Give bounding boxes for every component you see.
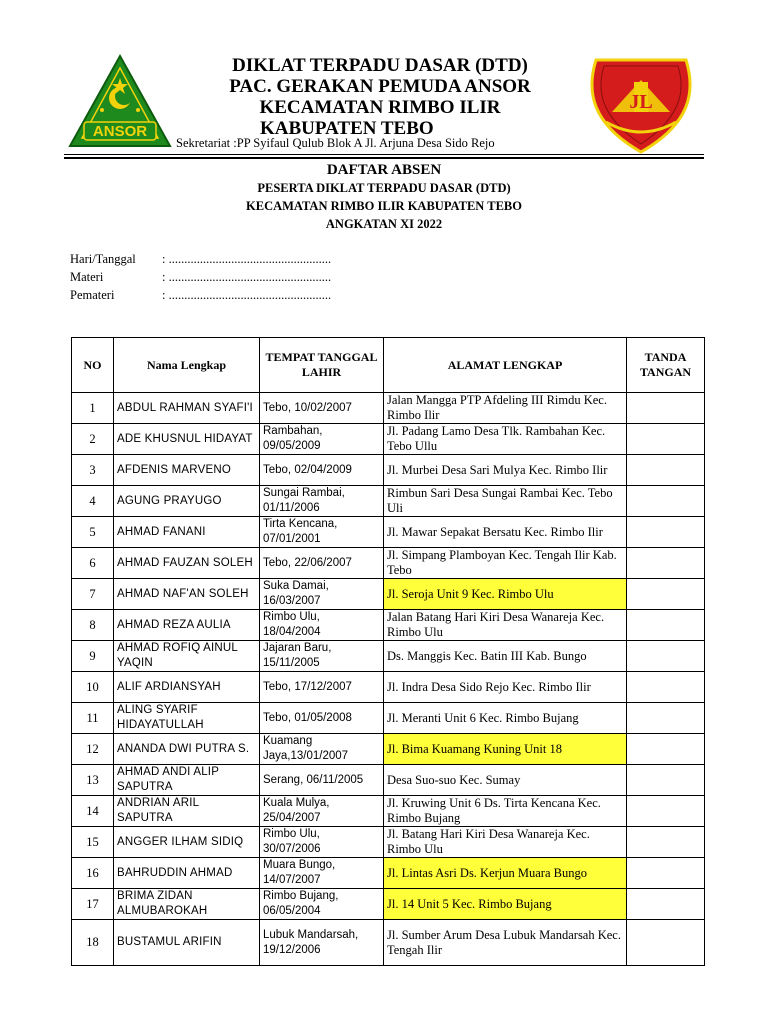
table-row xyxy=(72,610,705,641)
svg-text:JL: JL xyxy=(629,91,653,113)
cell-no: 1 xyxy=(72,393,114,424)
meta-label: Pemateri xyxy=(70,288,115,302)
cell-address: Jl. Murbei Desa Sari Mulya Kec. Rimbo Ilir xyxy=(384,455,627,486)
cell-signature xyxy=(627,424,705,455)
list-subtitle-3: ANGKATAN XI 2022 xyxy=(325,217,443,231)
cell-no: 17 xyxy=(72,889,114,920)
cell-birth: Tebo, 02/04/2009 xyxy=(260,455,384,486)
cell-signature xyxy=(627,703,705,734)
svg-text:ANSOR: ANSOR xyxy=(92,123,148,140)
cell-signature xyxy=(627,765,705,796)
regional-emblem-logo xyxy=(582,52,700,156)
table-row xyxy=(72,858,705,889)
table-row xyxy=(72,393,705,424)
cell-signature xyxy=(627,641,705,672)
cell-address: Jl. Batang Hari Kiri Desa Wanareja Kec. Rimbo Ulu xyxy=(384,827,627,858)
table-row xyxy=(72,765,705,796)
header-signature: TANDA TANGAN xyxy=(627,338,705,393)
cell-address: Jalan Mangga PTP Afdeling III Rimdu Kec. Rimbo Ilir xyxy=(384,393,627,424)
cell-birth: Tebo, 22/06/2007 xyxy=(260,548,384,579)
table-row xyxy=(72,889,705,920)
list-subtitle-2: KECAMATAN RIMBO ILIR KABUPATEN TEBO xyxy=(246,199,522,213)
cell-name: ALING SYARIF HIDAYATULLAH xyxy=(114,703,260,734)
cell-no: 12 xyxy=(72,734,114,765)
cell-name: AHMAD FANANI xyxy=(114,517,260,548)
meta-label: Materi xyxy=(70,270,104,284)
cell-address: Jl. Indra Desa Sido Rejo Kec. Rimbo Ilir xyxy=(384,672,627,703)
cell-name: AHMAD FAUZAN SOLEH xyxy=(114,548,260,579)
cell-address: Jl. Lintas Asri Ds. Kerjun Muara Bungo xyxy=(384,858,627,889)
cell-no: 2 xyxy=(72,424,114,455)
cell-name: ALIF ARDIANSYAH xyxy=(114,672,260,703)
cell-birth: Tebo, 10/02/2007 xyxy=(260,393,384,424)
header-address: ALAMAT LENGKAP xyxy=(384,338,627,393)
meta-value: : .................................................... xyxy=(162,288,332,302)
secretariat-address: Sekretariat :PP Syifaul Qulub Blok A Jl. Arjuna Desa Sido Rejo xyxy=(176,136,495,150)
list-title: DAFTAR ABSEN xyxy=(326,162,442,178)
cell-signature xyxy=(627,393,705,424)
cell-address: Jl. Padang Lamo Desa Tlk. Rambahan Kec. Tebo Ullu xyxy=(384,424,627,455)
cell-address: Jl. 14 Unit 5 Kec. Rimbo Bujang xyxy=(384,889,627,920)
title-line-4: KABUPATEN TEBO xyxy=(260,118,434,139)
cell-name: ANDRIAN ARIL SAPUTRA xyxy=(114,796,260,827)
title-line-2: PAC. GERAKAN PEMUDA ANSOR xyxy=(229,76,531,97)
cell-no: 6 xyxy=(72,548,114,579)
cell-no: 18 xyxy=(72,920,114,966)
cell-name: AFDENIS MARVENO xyxy=(114,455,260,486)
cell-name: AHMAD NAF'AN SOLEH xyxy=(114,579,260,610)
meta-row xyxy=(70,250,331,268)
list-subtitle-1: PESERTA DIKLAT TERPADU DASAR (DTD) xyxy=(257,181,511,195)
cell-birth: Sungai Rambai, 01/11/2006 xyxy=(260,486,384,517)
cell-signature xyxy=(627,517,705,548)
meta-value: : .................................................... xyxy=(162,270,332,284)
table-row xyxy=(72,455,705,486)
cell-signature xyxy=(627,672,705,703)
cell-name: AHMAD REZA AULIA xyxy=(114,610,260,641)
table-header-row xyxy=(72,338,705,393)
cell-no: 9 xyxy=(72,641,114,672)
cell-no: 13 xyxy=(72,765,114,796)
cell-name: AHMAD ANDI ALIP SAPUTRA xyxy=(114,765,260,796)
cell-birth: Tebo, 01/05/2008 xyxy=(260,703,384,734)
cell-address: Jl. Kruwing Unit 6 Ds. Tirta Kencana Kec. Rimbo Bujang xyxy=(384,796,627,827)
cell-birth: Lubuk Mandarsah, 19/12/2006 xyxy=(260,920,384,966)
cell-name: BAHRUDDIN AHMAD xyxy=(114,858,260,889)
cell-address: Jl. Simpang Plamboyan Kec. Tengah Ilir Kab. Tebo xyxy=(384,548,627,579)
cell-birth: Tirta Kencana, 07/01/2001 xyxy=(260,517,384,548)
attendance-table xyxy=(71,337,705,966)
table-row xyxy=(72,517,705,548)
header-name: Nama Lengkap xyxy=(114,338,260,393)
cell-signature xyxy=(627,548,705,579)
cell-signature xyxy=(627,455,705,486)
cell-no: 16 xyxy=(72,858,114,889)
header-no: NO xyxy=(72,338,114,393)
table-row xyxy=(72,734,705,765)
cell-signature xyxy=(627,734,705,765)
cell-name: BUSTAMUL ARIFIN xyxy=(114,920,260,966)
cell-no: 10 xyxy=(72,672,114,703)
cell-signature xyxy=(627,920,705,966)
cell-signature xyxy=(627,486,705,517)
cell-birth: Rimbo Bujang, 06/05/2004 xyxy=(260,889,384,920)
document-title xyxy=(180,55,580,139)
table-row xyxy=(72,703,705,734)
ansor-logo xyxy=(66,52,174,152)
header-divider xyxy=(64,154,704,155)
meta-row xyxy=(70,268,331,286)
cell-birth: Tebo, 17/12/2007 xyxy=(260,672,384,703)
cell-address: Jalan Batang Hari Kiri Desa Wanareja Kec. Rimbo Ulu xyxy=(384,610,627,641)
table-row xyxy=(72,920,705,966)
meta-row xyxy=(70,286,331,304)
cell-birth: Kuala Mulya, 25/04/2007 xyxy=(260,796,384,827)
cell-no: 11 xyxy=(72,703,114,734)
table-row xyxy=(72,796,705,827)
cell-signature xyxy=(627,579,705,610)
header-birth: TEMPAT TANGGAL LAHIR xyxy=(260,338,384,393)
cell-birth: Rimbo Ulu, 30/07/2006 xyxy=(260,827,384,858)
cell-birth: Muara Bungo, 14/07/2007 xyxy=(260,858,384,889)
table-row xyxy=(72,827,705,858)
cell-signature xyxy=(627,610,705,641)
cell-name: BRIMA ZIDAN ALMUBAROKAH xyxy=(114,889,260,920)
cell-no: 8 xyxy=(72,610,114,641)
cell-name: ANANDA DWI PUTRA S. xyxy=(114,734,260,765)
cell-signature xyxy=(627,796,705,827)
cell-no: 14 xyxy=(72,796,114,827)
table-row xyxy=(72,579,705,610)
cell-no: 4 xyxy=(72,486,114,517)
cell-no: 7 xyxy=(72,579,114,610)
cell-signature xyxy=(627,858,705,889)
cell-birth: Rambahan, 09/05/2009 xyxy=(260,424,384,455)
cell-name: AGUNG PRAYUGO xyxy=(114,486,260,517)
cell-name: ADE KHUSNUL HIDAYAT xyxy=(114,424,260,455)
cell-no: 3 xyxy=(72,455,114,486)
cell-name: ABDUL RAHMAN SYAFI'I xyxy=(114,393,260,424)
table-row xyxy=(72,424,705,455)
header-divider-thick xyxy=(64,157,704,159)
cell-name: ANGGER ILHAM SIDIQ xyxy=(114,827,260,858)
cell-birth: Jajaran Baru, 15/11/2005 xyxy=(260,641,384,672)
cell-address: Jl. Mawar Sepakat Bersatu Kec. Rimbo Ilir xyxy=(384,517,627,548)
cell-address: Rimbun Sari Desa Sungai Rambai Kec. Tebo Uli xyxy=(384,486,627,517)
cell-address: Jl. Bima Kuamang Kuning Unit 18 xyxy=(384,734,627,765)
session-info xyxy=(70,250,331,304)
cell-birth: Rimbo Ulu, 18/04/2004 xyxy=(260,610,384,641)
cell-address: Jl. Seroja Unit 9 Kec. Rimbo Ulu xyxy=(384,579,627,610)
cell-address: Desa Suo-suo Kec. Sumay xyxy=(384,765,627,796)
cell-name: AHMAD ROFIQ AINUL YAQIN xyxy=(114,641,260,672)
table-row xyxy=(72,672,705,703)
cell-no: 5 xyxy=(72,517,114,548)
cell-birth: Kuamang Jaya,13/01/2007 xyxy=(260,734,384,765)
cell-no: 15 xyxy=(72,827,114,858)
cell-address: Jl. Meranti Unit 6 Kec. Rimbo Bujang xyxy=(384,703,627,734)
title-line-3: KECAMATAN RIMBO ILIR xyxy=(259,97,501,118)
table-row xyxy=(72,548,705,579)
meta-label: Hari/Tanggal xyxy=(70,252,136,266)
cell-address: Ds. Manggis Kec. Batin III Kab. Bungo xyxy=(384,641,627,672)
table-row xyxy=(72,641,705,672)
cell-address: Jl. Sumber Arum Desa Lubuk Mandarsah Kec. Tengah Ilir xyxy=(384,920,627,966)
cell-signature xyxy=(627,827,705,858)
cell-birth: Suka Damai, 16/03/2007 xyxy=(260,579,384,610)
cell-signature xyxy=(627,889,705,920)
title-line-1: DIKLAT TERPADU DASAR (DTD) xyxy=(232,55,528,76)
meta-value: : .................................................... xyxy=(162,252,332,266)
cell-birth: Serang, 06/11/2005 xyxy=(260,765,384,796)
table-row xyxy=(72,486,705,517)
